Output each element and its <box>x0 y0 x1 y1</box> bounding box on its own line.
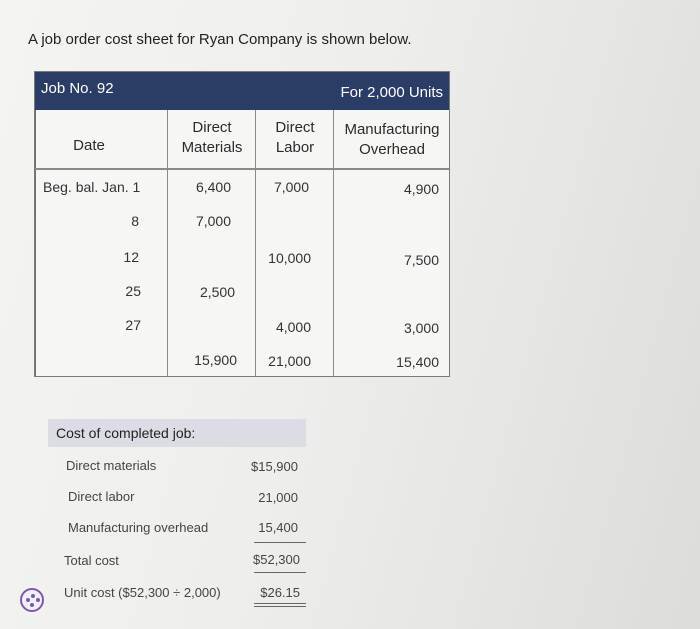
subtotal-underline <box>254 542 306 543</box>
row-oh: 4,900 <box>403 181 439 197</box>
row-date: 12 <box>123 249 139 265</box>
col-header-dm-line2: Materials <box>181 139 243 156</box>
row-dl: 4,000 <box>275 319 311 335</box>
cost-title: Cost of completed job: <box>56 425 196 441</box>
total-dl: 21,000 <box>268 353 311 369</box>
col-header-dm-line1: Direct <box>192 119 232 136</box>
divider <box>255 110 256 376</box>
divider <box>333 110 334 376</box>
unit-cost-value: $26.15 <box>260 585 300 600</box>
cost-dm-value: $15,900 <box>251 459 298 474</box>
divider <box>35 110 36 376</box>
cost-total-label: Total cost <box>64 553 119 568</box>
col-header-oh-line1: Manufacturing <box>344 121 440 138</box>
cost-oh-value: 15,400 <box>258 520 298 535</box>
total-dm: 15,900 <box>194 352 237 368</box>
total-oh: 15,400 <box>396 354 439 370</box>
cost-dl-value: 21,000 <box>258 490 298 505</box>
col-header-dl-line1: Direct <box>275 119 315 136</box>
unit-underline-2 <box>254 606 306 607</box>
header-divider <box>35 168 449 170</box>
row-oh: 7,500 <box>403 252 439 268</box>
row-dm: 7,000 <box>195 213 231 229</box>
cost-dl-label: Direct labor <box>68 489 135 504</box>
col-header-dm <box>169 118 255 158</box>
unit-underline-1 <box>254 603 306 604</box>
job-number: Job No. 92 <box>41 80 114 97</box>
row-dl: 7,000 <box>273 179 309 195</box>
job-order-cost-sheet <box>34 71 450 377</box>
sheet-header-band <box>35 72 449 110</box>
col-header-oh <box>335 120 449 160</box>
col-header-dl <box>257 118 333 158</box>
col-header-dl-line2: Labor <box>275 139 315 156</box>
row-dl: 10,000 <box>268 250 311 266</box>
row-oh: 3,000 <box>403 320 439 336</box>
total-underline <box>254 572 306 573</box>
col-header-oh-line2: Overhead <box>359 141 425 158</box>
cost-oh-label: Manufacturing overhead <box>68 520 209 535</box>
col-header-date: Date <box>73 137 105 154</box>
row-date: 25 <box>125 283 141 299</box>
row-dm: 2,500 <box>199 284 235 300</box>
row-date: 8 <box>131 213 139 229</box>
palette-icon[interactable] <box>20 588 44 612</box>
row-dm: 6,400 <box>195 179 231 195</box>
unit-cost-label: Unit cost ($52,300 ÷ 2,000) <box>64 585 221 600</box>
row-date: Beg. bal. Jan. 1 <box>43 179 141 195</box>
intro-text: A job order cost sheet for Ryan Company is shown below. <box>28 31 412 48</box>
divider <box>167 110 168 376</box>
row-date: 27 <box>125 317 141 333</box>
cost-total-value: $52,300 <box>253 552 300 567</box>
cost-dm-label: Direct materials <box>66 458 157 473</box>
units-label: For 2,000 Units <box>340 84 443 101</box>
